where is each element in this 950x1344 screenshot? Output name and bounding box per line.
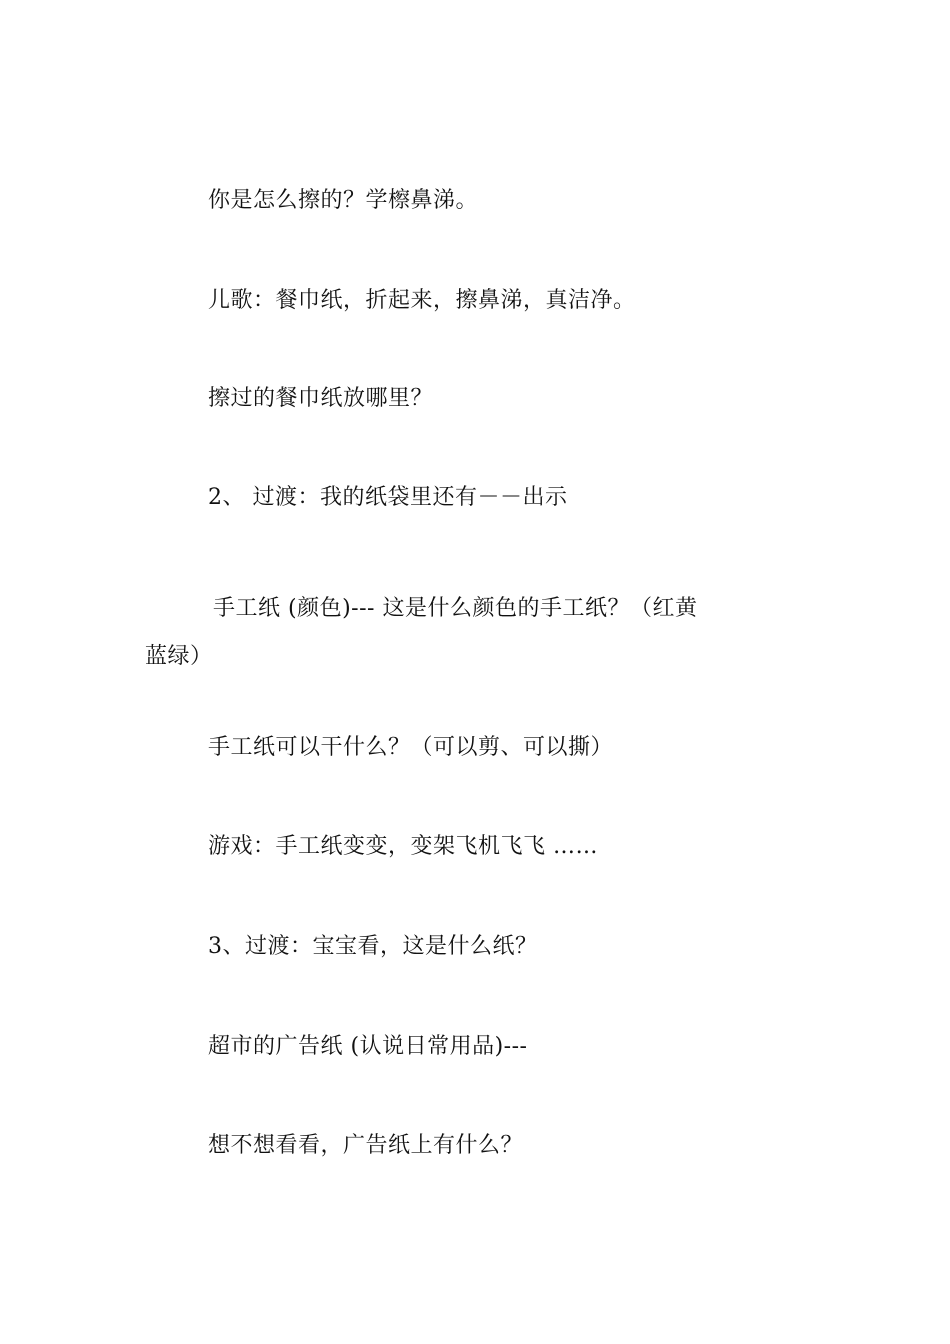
text-line: 手工纸可以干什么？（可以剪、可以撕） <box>208 735 614 760</box>
wrapped-paragraph-line-2: 蓝绿） <box>145 644 213 669</box>
wrapped-paragraph <box>145 585 810 681</box>
text-line: 3、过渡：宝宝看，这是什么纸？ <box>208 934 538 959</box>
text-line: 擦过的餐巾纸放哪里？ <box>208 386 434 411</box>
text-line: 超市的广告纸 (认说日常用品)--- <box>208 1034 528 1059</box>
text-line: 你是怎么擦的？学檫鼻涕。 <box>208 188 479 213</box>
text-line: 游戏：手工纸变变，变架飞机飞飞 …… <box>208 834 598 859</box>
text-line: 2、 过渡：我的纸袋里还有－－出示 <box>208 485 568 510</box>
wrapped-paragraph-line-1: 手工纸 (颜色)--- 这是什么颜色的手工纸？（红黄 <box>213 596 698 621</box>
text-line: 儿歌：餐巾纸，折起来，擦鼻涕，真洁净。 <box>208 288 636 313</box>
text-line: 想不想看看，广告纸上有什么？ <box>208 1133 524 1158</box>
